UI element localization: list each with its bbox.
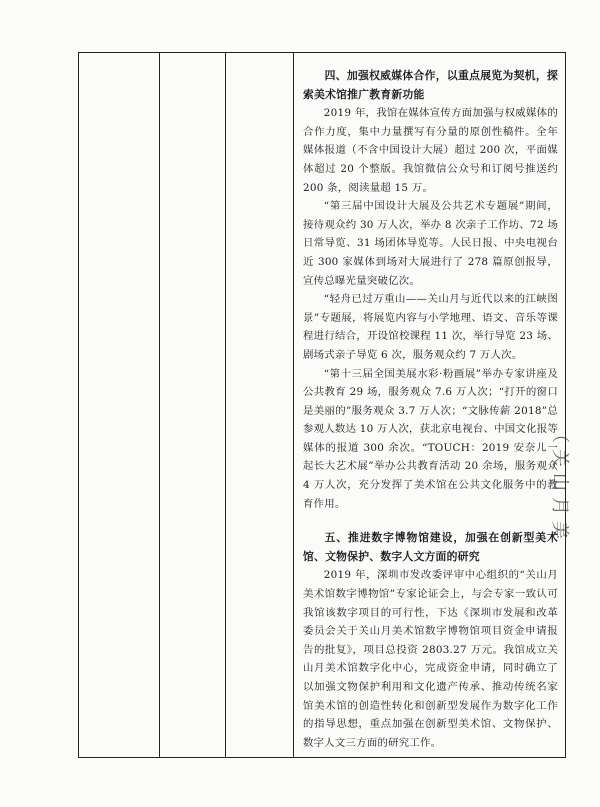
paragraph: “轻舟已过万重山——关山月与近代以来的江峡图景”专题展，将展览内容与小学地理、语文、音乐等课程进行结合，开设馆校课程 11 次，举行导览 23 场、剧场式亲子导览 6 次，服务观众约 7 万人次。 (303, 293, 558, 361)
content-cell (303, 67, 558, 752)
paragraph: “第三届中国设计大展及公共艺术专题展”期间，接待观众约 30 万人次，举办 8 次亲子工作坊、72 场日常导览、31 场团体导览等。人民日报、中央电视台近 300 家媒体到场对大展进行了 278 篇原创报导，宣传总曝光量突破亿次。 (303, 200, 558, 287)
side-seal-text: （关山月美 (549, 425, 570, 545)
section-heading: 五、推进数字博物馆建设，加强在创新型美术馆、文物保护、数字人文方面的研究 (303, 531, 558, 563)
spacer (303, 513, 558, 529)
paragraph: 2019 年，我馆在媒体宣传方面加强与权威媒体的合作力度，集中力量撰写有分量的原创性稿件。全年媒体报道（不含中国设计大展）超过 200 次，平面媒体超过 20 个整版。我馆微信公众号和订阅号推送约 200 条，阅读量超 15 万。 (303, 107, 558, 194)
form-table (78, 52, 566, 758)
column-divider (159, 53, 160, 757)
column-divider (293, 53, 294, 757)
paragraph: “第十三届全国美展水彩·粉画展”举办专家讲座及公共教育 29 场，服务观众 7.6 万人次；“打开的窗口是美丽的”服务观众 3.7 万人次；“文脉传薪 2018”总参观人数达 10 万人次，获北京电视台、中国文化报等媒体的报道 300 余次。“TOUCH：2019 安奈儿一起长大艺术展”举办公共教育活动 20 余场，服务观众 4 万人次，充分发挥了美术馆在公共文化服务中的教育作用。 (303, 367, 558, 510)
column-divider (225, 53, 226, 757)
section-heading: 四、加强权威媒体合作，以重点展览为契机，探索美术馆推广教育新功能 (303, 69, 558, 101)
paragraph: 2019 年，深圳市发改委评审中心组织的“关山月美术馆数字博物馆”专家论证会上，与会专家一致认可我馆该数字项目的可行性，下达《深圳市发展和改革委员会关于关山月美术馆数字博物馆项目资金申请报告的批复》，项目总投资 2803.27 万元。我馆成立关山月美术馆数字化中心，完成资金申请，同时确立了以加强文物保护利用和文化遗产传承、推动传统名家馆美术馆的创造性转化和创新型发展作为数字化工作的指导思想，重点加强在创新型美术馆、文物保护、数字人文三方面的研究工作。 (303, 569, 558, 749)
